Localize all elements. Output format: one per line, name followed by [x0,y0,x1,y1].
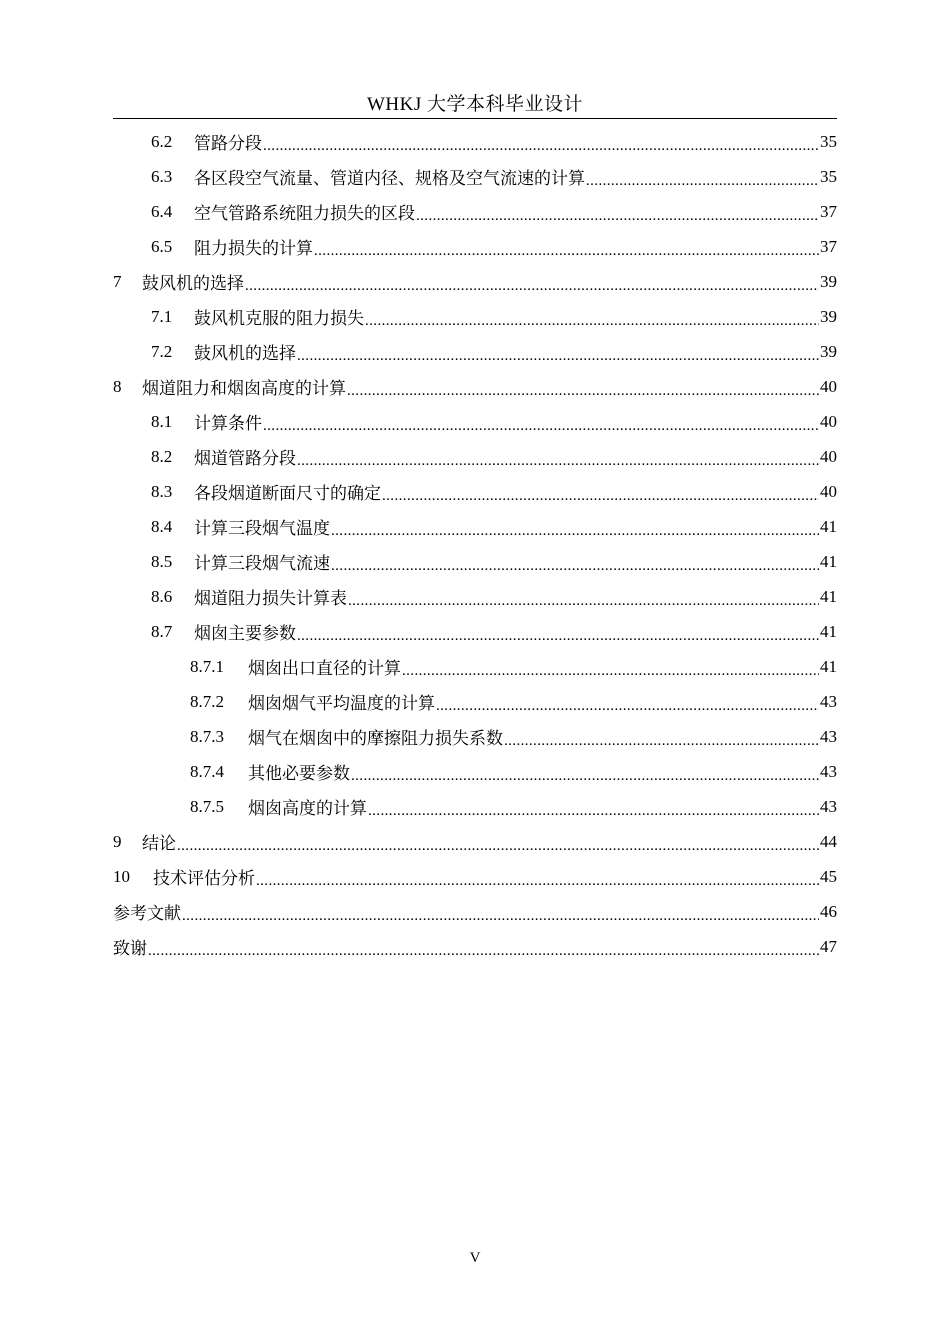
toc-dot-leader [402,660,819,680]
toc-dot-leader [331,555,819,575]
toc-entry-number: 8.3 [151,481,173,501]
toc-entry[interactable] [113,229,837,264]
toc-entry[interactable] [113,439,837,474]
toc-entry-number: 7.1 [151,306,173,326]
toc-entry[interactable] [113,194,837,229]
toc-entry-number: 8.2 [151,446,173,466]
toc-entry-page: 41 [820,551,837,571]
toc-dot-leader [177,835,819,855]
toc-entry-number: 8.7 [151,621,173,641]
toc-entry[interactable] [113,614,837,649]
toc-entry-title: 计算三段烟气温度 [194,519,330,538]
toc-dot-leader [351,765,819,785]
toc-dot-leader [148,940,819,960]
toc-entry-number: 8.7.4 [190,761,224,781]
toc-entry-page: 39 [820,341,837,361]
toc-entry[interactable] [113,124,837,159]
toc-dot-leader [368,800,819,820]
toc-entry-title: 烟囱出口直径的计算 [248,659,401,678]
page-footer [0,1250,950,1267]
toc-entry[interactable] [113,649,837,684]
toc-entry-number: 7.2 [151,341,173,361]
toc-dot-leader [182,905,819,925]
toc-entry[interactable] [113,544,837,579]
toc-entry-title: 烟道阻力损失计算表 [194,589,347,608]
toc-dot-leader [297,625,819,645]
toc-entry-number: 10 [113,866,130,886]
toc-entry-page: 41 [820,621,837,641]
toc-entry-page: 39 [820,271,837,291]
toc-entry-page: 40 [820,376,837,396]
toc-entry[interactable] [113,789,837,824]
toc-entry-page: 43 [820,761,837,781]
toc-entry[interactable] [113,684,837,719]
toc-entry-title: 参考文献 [113,904,181,923]
toc-entry-number: 8.1 [151,411,173,431]
toc-entry-title: 烟囱高度的计算 [248,799,367,818]
toc-dot-leader [416,205,819,225]
toc-entry[interactable] [113,894,837,929]
toc-dot-leader [382,485,819,505]
toc-entry-title: 其他必要参数 [248,764,350,783]
header-title: WHKJ 大学本科毕业设计 [366,94,584,115]
toc-entry-page: 40 [820,481,837,501]
toc-entry-title: 空气管路系统阻力损失的区段 [194,204,415,223]
toc-entry-number: 6.4 [151,201,173,221]
footer-page-number: V [469,1250,481,1266]
toc-entry-page: 37 [820,201,837,221]
toc-entry-page: 43 [820,726,837,746]
toc-entry-page: 37 [820,236,837,256]
toc-entry[interactable] [113,929,837,964]
toc-entry-number: 8.6 [151,586,173,606]
toc-entry[interactable] [113,369,837,404]
toc-entry[interactable] [113,754,837,789]
toc-entry-page: 40 [820,446,837,466]
toc-entry-title: 鼓风机的选择 [194,344,296,363]
toc-entry[interactable] [113,719,837,754]
toc-entry-page: 43 [820,796,837,816]
toc-entry-page: 41 [820,516,837,536]
toc-entry-title: 鼓风机克服的阻力损失 [194,309,364,328]
toc-entry-page: 45 [820,866,837,886]
toc-entry-number: 6.2 [151,131,173,151]
toc-entry-title: 各区段空气流量、管道内径、规格及空气流速的计算 [194,169,585,188]
toc-entry-page: 46 [820,901,837,921]
toc-entry-page: 44 [820,831,837,851]
toc-entry-title: 致谢 [113,939,147,958]
toc-dot-leader [256,870,819,890]
table-of-contents [113,124,837,964]
toc-entry-page: 41 [820,586,837,606]
toc-entry-number: 8.7.2 [190,691,224,711]
toc-entry[interactable] [113,509,837,544]
toc-entry-page: 47 [820,936,837,956]
toc-dot-leader [347,380,819,400]
toc-entry-number: 6.3 [151,166,173,186]
toc-dot-leader [263,135,819,155]
toc-entry-title: 计算条件 [194,414,262,433]
toc-entry-page: 35 [820,166,837,186]
toc-entry[interactable] [113,299,837,334]
toc-dot-leader [436,695,819,715]
toc-entry-title: 烟道管路分段 [194,449,296,468]
toc-dot-leader [348,590,819,610]
page-header [113,92,837,119]
toc-entry[interactable] [113,859,837,894]
toc-entry-number: 9 [113,831,122,851]
toc-entry-page: 43 [820,691,837,711]
toc-entry-number: 8.5 [151,551,173,571]
toc-entry-title: 结论 [142,834,176,853]
toc-dot-leader [263,415,819,435]
toc-dot-leader [297,450,819,470]
toc-entry-number: 8.4 [151,516,173,536]
toc-entry-number: 8.7.1 [190,656,224,676]
toc-entry[interactable] [113,264,837,299]
toc-entry-number: 7 [113,271,122,291]
toc-entry-number: 8.7.3 [190,726,224,746]
toc-entry[interactable] [113,824,837,859]
toc-entry-page: 41 [820,656,837,676]
toc-entry[interactable] [113,404,837,439]
toc-entry-title: 烟道阻力和烟囱高度的计算 [142,379,346,398]
toc-entry-title: 鼓风机的选择 [142,274,244,293]
toc-entry-title: 阻力损失的计算 [194,239,313,258]
toc-entry[interactable] [113,474,837,509]
toc-entry-number: 8 [113,376,122,396]
toc-entry[interactable] [113,579,837,614]
toc-entry-page: 39 [820,306,837,326]
toc-dot-leader [245,275,819,295]
toc-entry-page: 40 [820,411,837,431]
toc-entry-title: 各段烟道断面尺寸的确定 [194,484,381,503]
toc-entry-title: 烟气在烟囱中的摩擦阻力损失系数 [248,729,503,748]
toc-entry[interactable] [113,159,837,194]
toc-dot-leader [331,520,819,540]
toc-entry[interactable] [113,334,837,369]
toc-dot-leader [586,170,819,190]
toc-entry-title: 烟囱主要参数 [194,624,296,643]
toc-dot-leader [297,345,819,365]
toc-dot-leader [314,240,819,260]
toc-dot-leader [365,310,819,330]
toc-entry-page: 35 [820,131,837,151]
toc-entry-title: 烟囱烟气平均温度的计算 [248,694,435,713]
toc-entry-number: 6.5 [151,236,173,256]
toc-entry-title: 计算三段烟气流速 [194,554,330,573]
toc-entry-number: 8.7.5 [190,796,224,816]
toc-entry-title: 管路分段 [194,134,262,153]
toc-entry-title: 技术评估分析 [153,869,255,888]
toc-dot-leader [504,730,819,750]
